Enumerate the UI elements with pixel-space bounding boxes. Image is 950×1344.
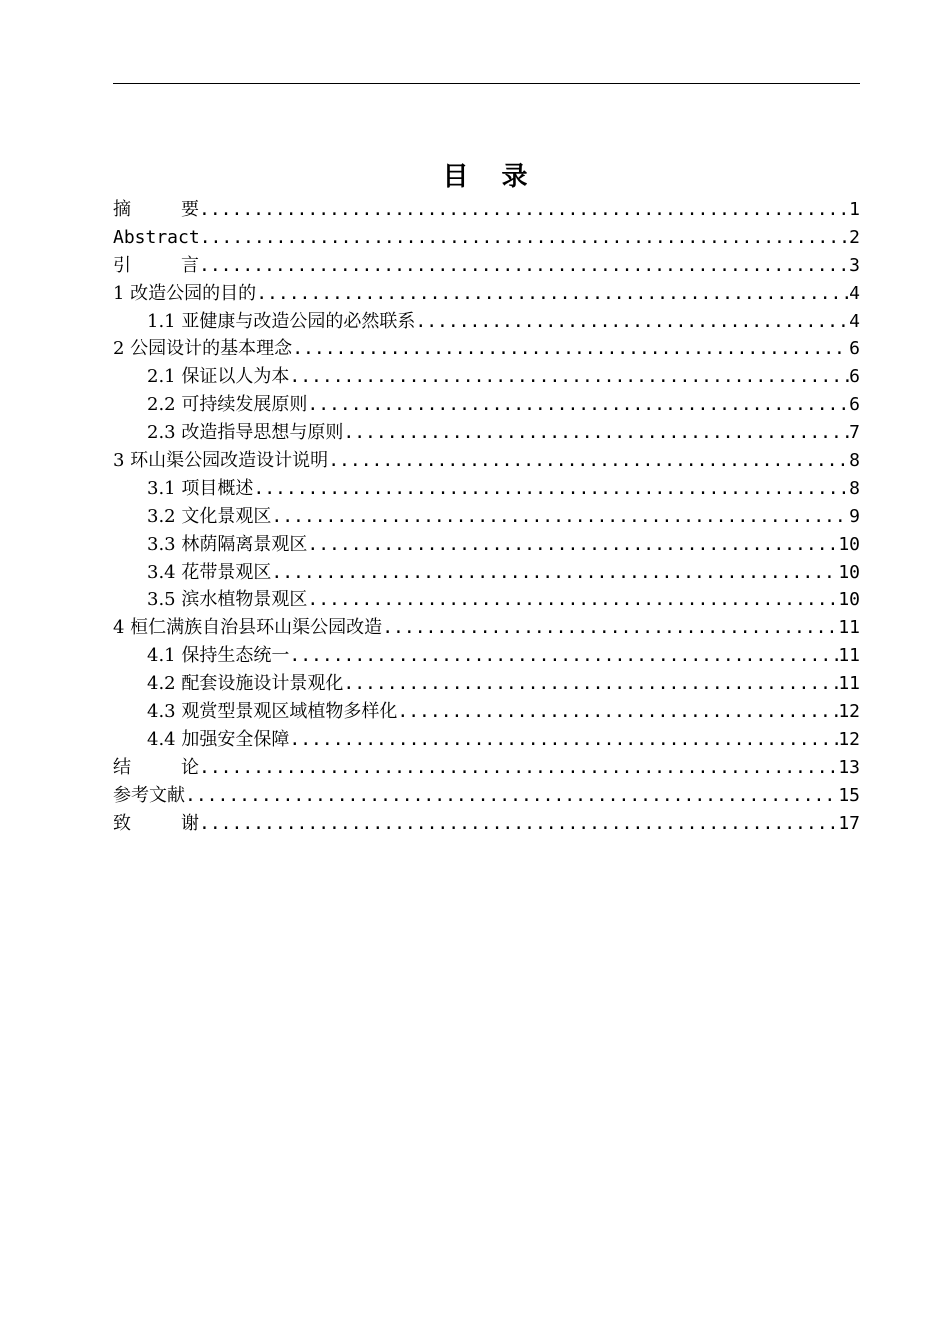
toc-entry[interactable]: [113, 224, 860, 252]
toc-page-number: 8: [849, 477, 860, 499]
toc-leader-dots: [199, 754, 838, 782]
toc-page-number: 7: [849, 422, 860, 444]
header-rule: [113, 83, 860, 84]
toc-entry-label: 摘 要: [113, 199, 199, 220]
toc-entry[interactable]: [113, 363, 860, 391]
toc-leader-dots: [271, 559, 838, 587]
toc-entry-label: 2.3 改造指导思想与原则: [147, 422, 344, 444]
toc-leader-dots: [289, 726, 838, 754]
toc-leader-dots: [185, 782, 838, 810]
toc-entry[interactable]: [113, 196, 860, 224]
toc-entry-label: 参考文献: [113, 784, 185, 806]
toc-entry-label: 4.2 配套设施设计景观化: [147, 673, 344, 695]
toc-page-number: 10: [838, 533, 860, 555]
toc-leader-dots: [307, 391, 849, 419]
toc-leader-dots: [328, 447, 849, 475]
toc-leader-dots: [253, 475, 849, 503]
toc-page-number: 4: [849, 310, 860, 332]
toc-page-number: 11: [838, 645, 860, 667]
toc-entry-label: 3.3 林荫隔离景观区: [147, 533, 308, 555]
toc-page-number: 4: [849, 282, 860, 304]
toc-entry[interactable]: [113, 726, 860, 754]
toc-entry[interactable]: [113, 419, 860, 447]
toc-page-number: 12: [838, 728, 860, 750]
toc-entry[interactable]: [113, 308, 860, 336]
toc-page-number: 6: [849, 394, 860, 416]
toc-entry-label: 致 谢: [113, 812, 199, 834]
toc-entry[interactable]: [113, 391, 860, 419]
toc-page-number: 6: [849, 366, 860, 388]
toc-entry-label: 4.3 观赏型景观区域植物多样化: [147, 701, 398, 723]
toc-entry[interactable]: [113, 475, 860, 503]
toc-leader-dots: [199, 196, 849, 224]
toc-leader-dots: [200, 224, 849, 252]
toc-entry-label: 2.2 可持续发展原则: [147, 394, 308, 416]
toc-leader-dots: [199, 252, 849, 280]
toc-entry[interactable]: [113, 754, 860, 782]
toc-entry-label: 2.1 保证以人为本: [147, 366, 290, 388]
toc-leader-dots: [292, 335, 849, 363]
toc-entry[interactable]: [113, 447, 860, 475]
toc-leader-dots: [307, 531, 838, 559]
toc-leader-dots: [199, 810, 838, 838]
toc-entry-label: 结 论: [113, 756, 199, 778]
table-of-contents: [113, 196, 860, 837]
toc-entry[interactable]: [113, 531, 860, 559]
toc-page-number: 11: [838, 673, 860, 695]
toc-entry-label: 3 环山渠公园改造设计说明: [113, 450, 329, 472]
toc-leader-dots: [343, 419, 849, 447]
toc-entry-label: Abstract: [113, 226, 200, 248]
toc-entry-label: 4.1 保持生态统一: [147, 645, 290, 667]
toc-entry-label: 3.1 项目概述: [147, 477, 254, 499]
toc-page-number: 9: [849, 505, 860, 527]
toc-page-number: 3: [849, 254, 860, 276]
toc-entry-label: 3.5 滨水植物景观区: [147, 589, 308, 611]
toc-entry-label: 引 言: [113, 254, 199, 276]
toc-page-number: 10: [838, 561, 860, 583]
toc-entry[interactable]: [113, 559, 860, 587]
toc-entry-label: 4 桓仁满族自治县环山渠公园改造: [113, 617, 383, 639]
toc-entry-label: 2 公园设计的基本理念: [113, 338, 293, 360]
toc-entry[interactable]: [113, 614, 860, 642]
toc-entry-label: 1.1 亚健康与改造公园的必然联系: [147, 310, 416, 332]
toc-leader-dots: [382, 614, 838, 642]
toc-leader-dots: [307, 586, 838, 614]
toc-leader-dots: [289, 363, 849, 391]
toc-entry-label: 3.2 文化景观区: [147, 505, 272, 527]
page-title: 目 录: [442, 162, 530, 192]
toc-entry[interactable]: [113, 252, 860, 280]
toc-leader-dots: [343, 670, 838, 698]
toc-entry[interactable]: [113, 810, 860, 838]
toc-leader-dots: [289, 642, 838, 670]
toc-entry-label: 3.4 花带景观区: [147, 561, 272, 583]
toc-entry[interactable]: [113, 280, 860, 308]
toc-entry[interactable]: [113, 642, 860, 670]
toc-page-number: 12: [838, 701, 860, 723]
toc-entry[interactable]: [113, 586, 860, 614]
toc-page-number: 10: [838, 589, 860, 611]
toc-page-number: 15: [838, 784, 860, 806]
toc-entry[interactable]: [113, 698, 860, 726]
toc-entry[interactable]: [113, 335, 860, 363]
toc-entry[interactable]: [113, 782, 860, 810]
toc-entry[interactable]: [113, 503, 860, 531]
toc-leader-dots: [415, 308, 849, 336]
toc-page-number: 17: [838, 812, 860, 834]
toc-page-number: 1: [849, 199, 860, 220]
toc-entry-label: 1 改造公园的目的: [113, 282, 257, 304]
toc-page-number: 8: [849, 450, 860, 472]
toc-leader-dots: [256, 280, 849, 308]
toc-page-number: 6: [849, 338, 860, 360]
toc-entry[interactable]: [113, 670, 860, 698]
toc-leader-dots: [271, 503, 849, 531]
toc-entry-label: 4.4 加强安全保障: [147, 728, 290, 750]
toc-leader-dots: [397, 698, 838, 726]
toc-page-number: 13: [838, 756, 860, 778]
toc-page-number: 2: [849, 226, 860, 248]
toc-page-number: 11: [838, 617, 860, 639]
